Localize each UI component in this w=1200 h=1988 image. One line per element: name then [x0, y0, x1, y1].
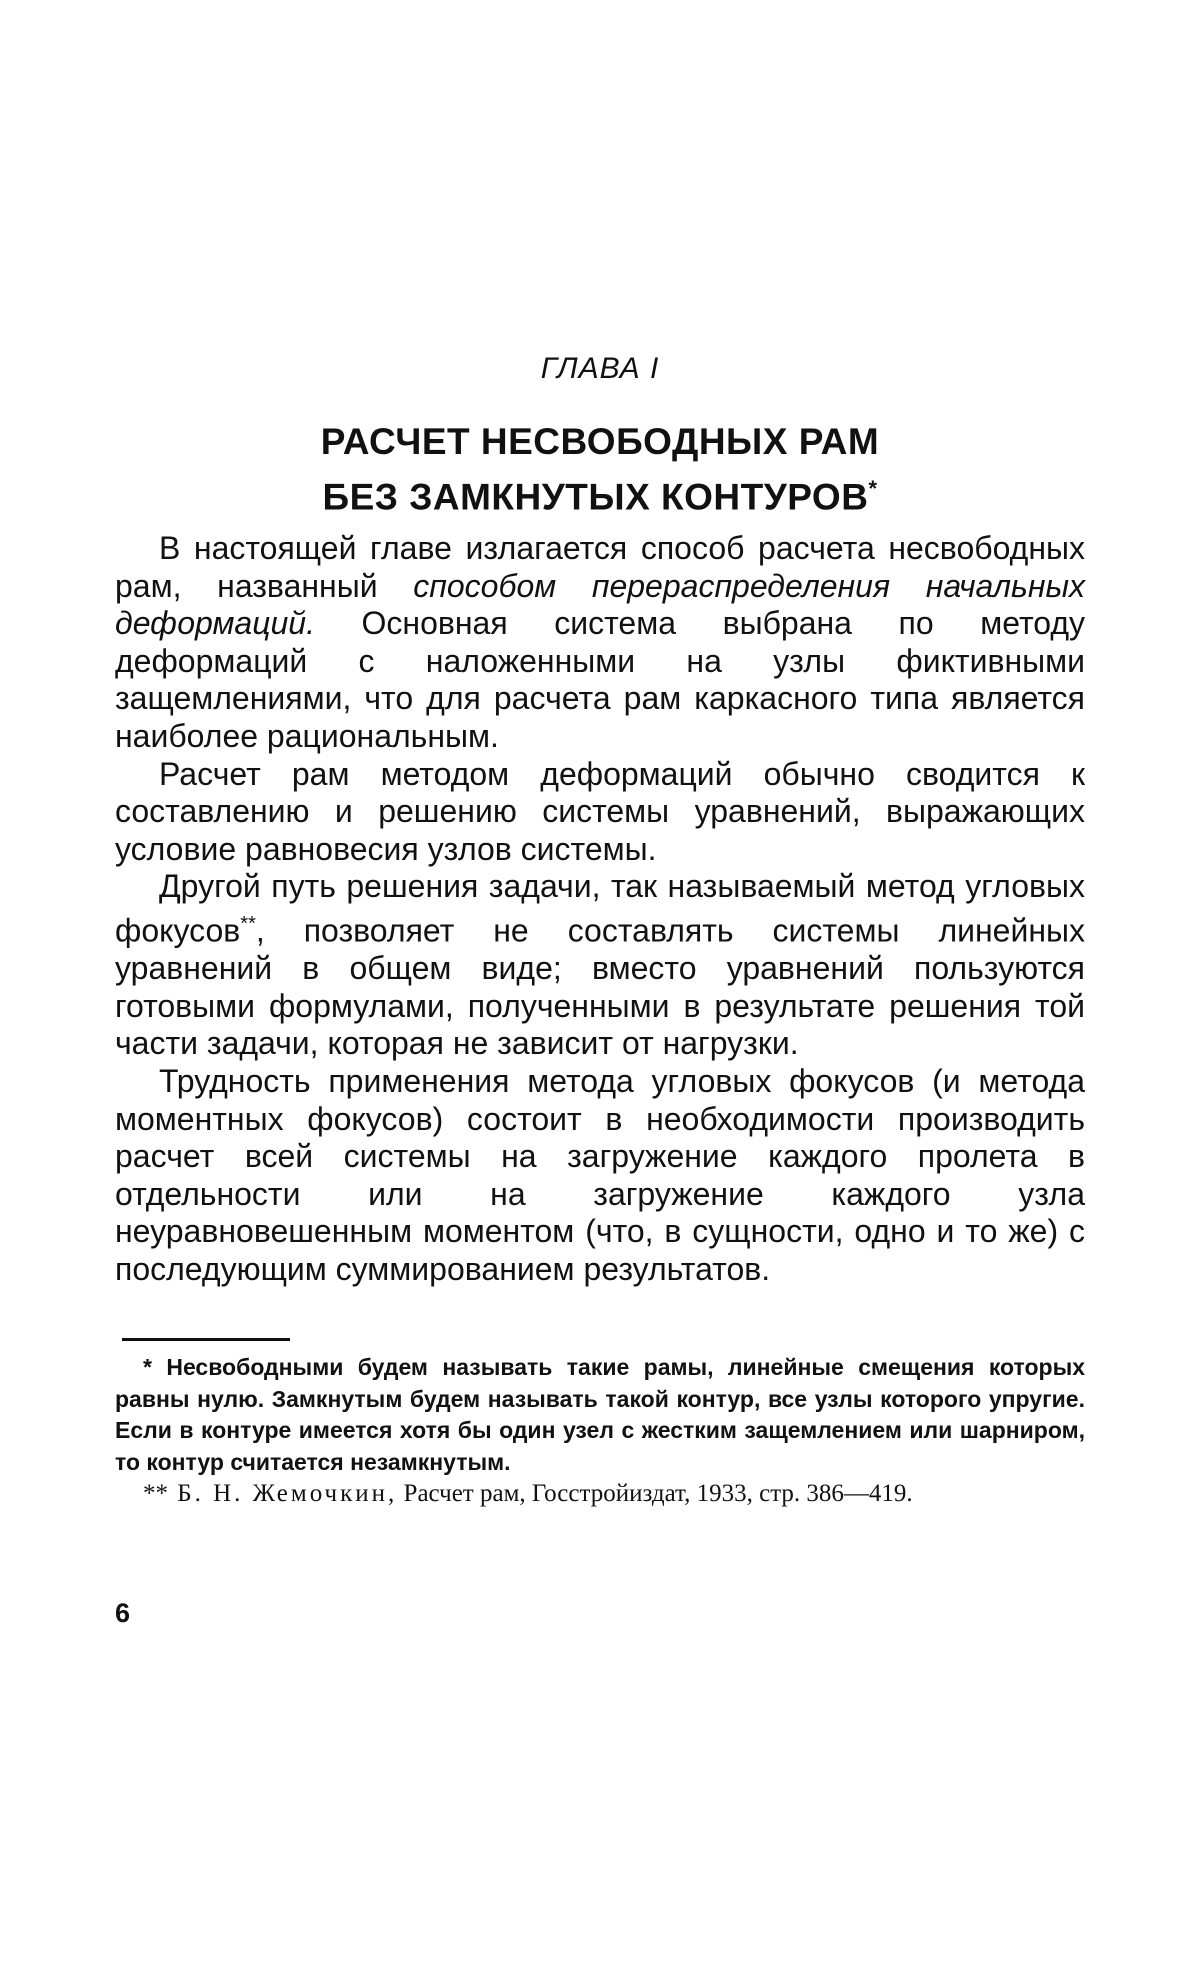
chapter-title	[0, 418, 1200, 520]
chapter-label: ГЛАВА I	[540, 352, 660, 385]
chapter-title-line-1: РАСЧЕТ НЕСВОБОДНЫХ РАМ	[320, 421, 880, 462]
footnote-1	[115, 1352, 1085, 1478]
footnote-1-text: Несвободными будем называть такие рамы, линейные смещения которых равны нулю. Замкнутым будем называть такой контур, все узлы которого упругие. Если в контуре имеется хотя бы один узел с жестким защемлением или шарниром, то контур считается незамкнутым.	[115, 1354, 1085, 1475]
footnote-1-marker: *	[143, 1354, 152, 1380]
paragraph-3-end: , позволяет не составлять системы линейных уравнений в общем виде; вместо уравнений пользуются готовыми формулами, полученными в результате решения той части задачи, которая не зависит от нагрузки.	[115, 912, 1085, 1062]
footnote-2-marker: **	[143, 1480, 168, 1507]
page-number: 6	[115, 1598, 131, 1628]
body-text	[115, 530, 1085, 1289]
paragraph-2: Расчет рам методом деформаций обычно сводится к составлению и решению системы уравнений, выражающих условие равновесия узлов системы.	[115, 755, 1085, 867]
paragraph-3	[115, 868, 1085, 1063]
footnotes	[115, 1352, 1085, 1510]
paragraph-1-end: Основная система выбрана по методу деформаций с наложенными на узлы фиктивными защемлениями, что для расчета рам каркасного типа является наиболее рациональным.	[115, 605, 1085, 754]
chapter-title-line-2-text: БЕЗ ЗАМКНУТЫХ КОНТУРОВ	[322, 476, 869, 518]
paragraph-1-emphasis: способом перераспределения начальных деформаций.	[115, 567, 1086, 642]
chapter-title-line-2	[0, 465, 1200, 520]
paragraph-3-start: Другой путь решения задачи, так называемый метод угловых фокусов	[115, 868, 1085, 949]
footnote-2	[115, 1478, 1085, 1510]
paragraph-4: Трудность применения метода угловых фокусов (и метода моментных фокусов) состоит в необходимости производить расчет всей системы на загружение каждого пролета в отдельности или на загружение каждого узла неуравновешенным моментом (что, в сущности, одно и то же) с последующим суммированием результатов.	[115, 1062, 1085, 1287]
title-footnote-marker: *	[868, 476, 878, 501]
footnote-ref-marker: **	[240, 912, 256, 935]
footnote-2-text: Расчет рам, Госстройиздат, 1933, стр. 386—419.	[397, 1480, 913, 1507]
paragraph-1-start: В настоящей главе излагается способ расчета несвободных рам, названный	[115, 530, 1085, 604]
paragraph-1	[115, 530, 1085, 756]
footnote-divider	[122, 1338, 290, 1341]
footnote-2-author: Б. Н. Жемочкин,	[168, 1480, 398, 1507]
